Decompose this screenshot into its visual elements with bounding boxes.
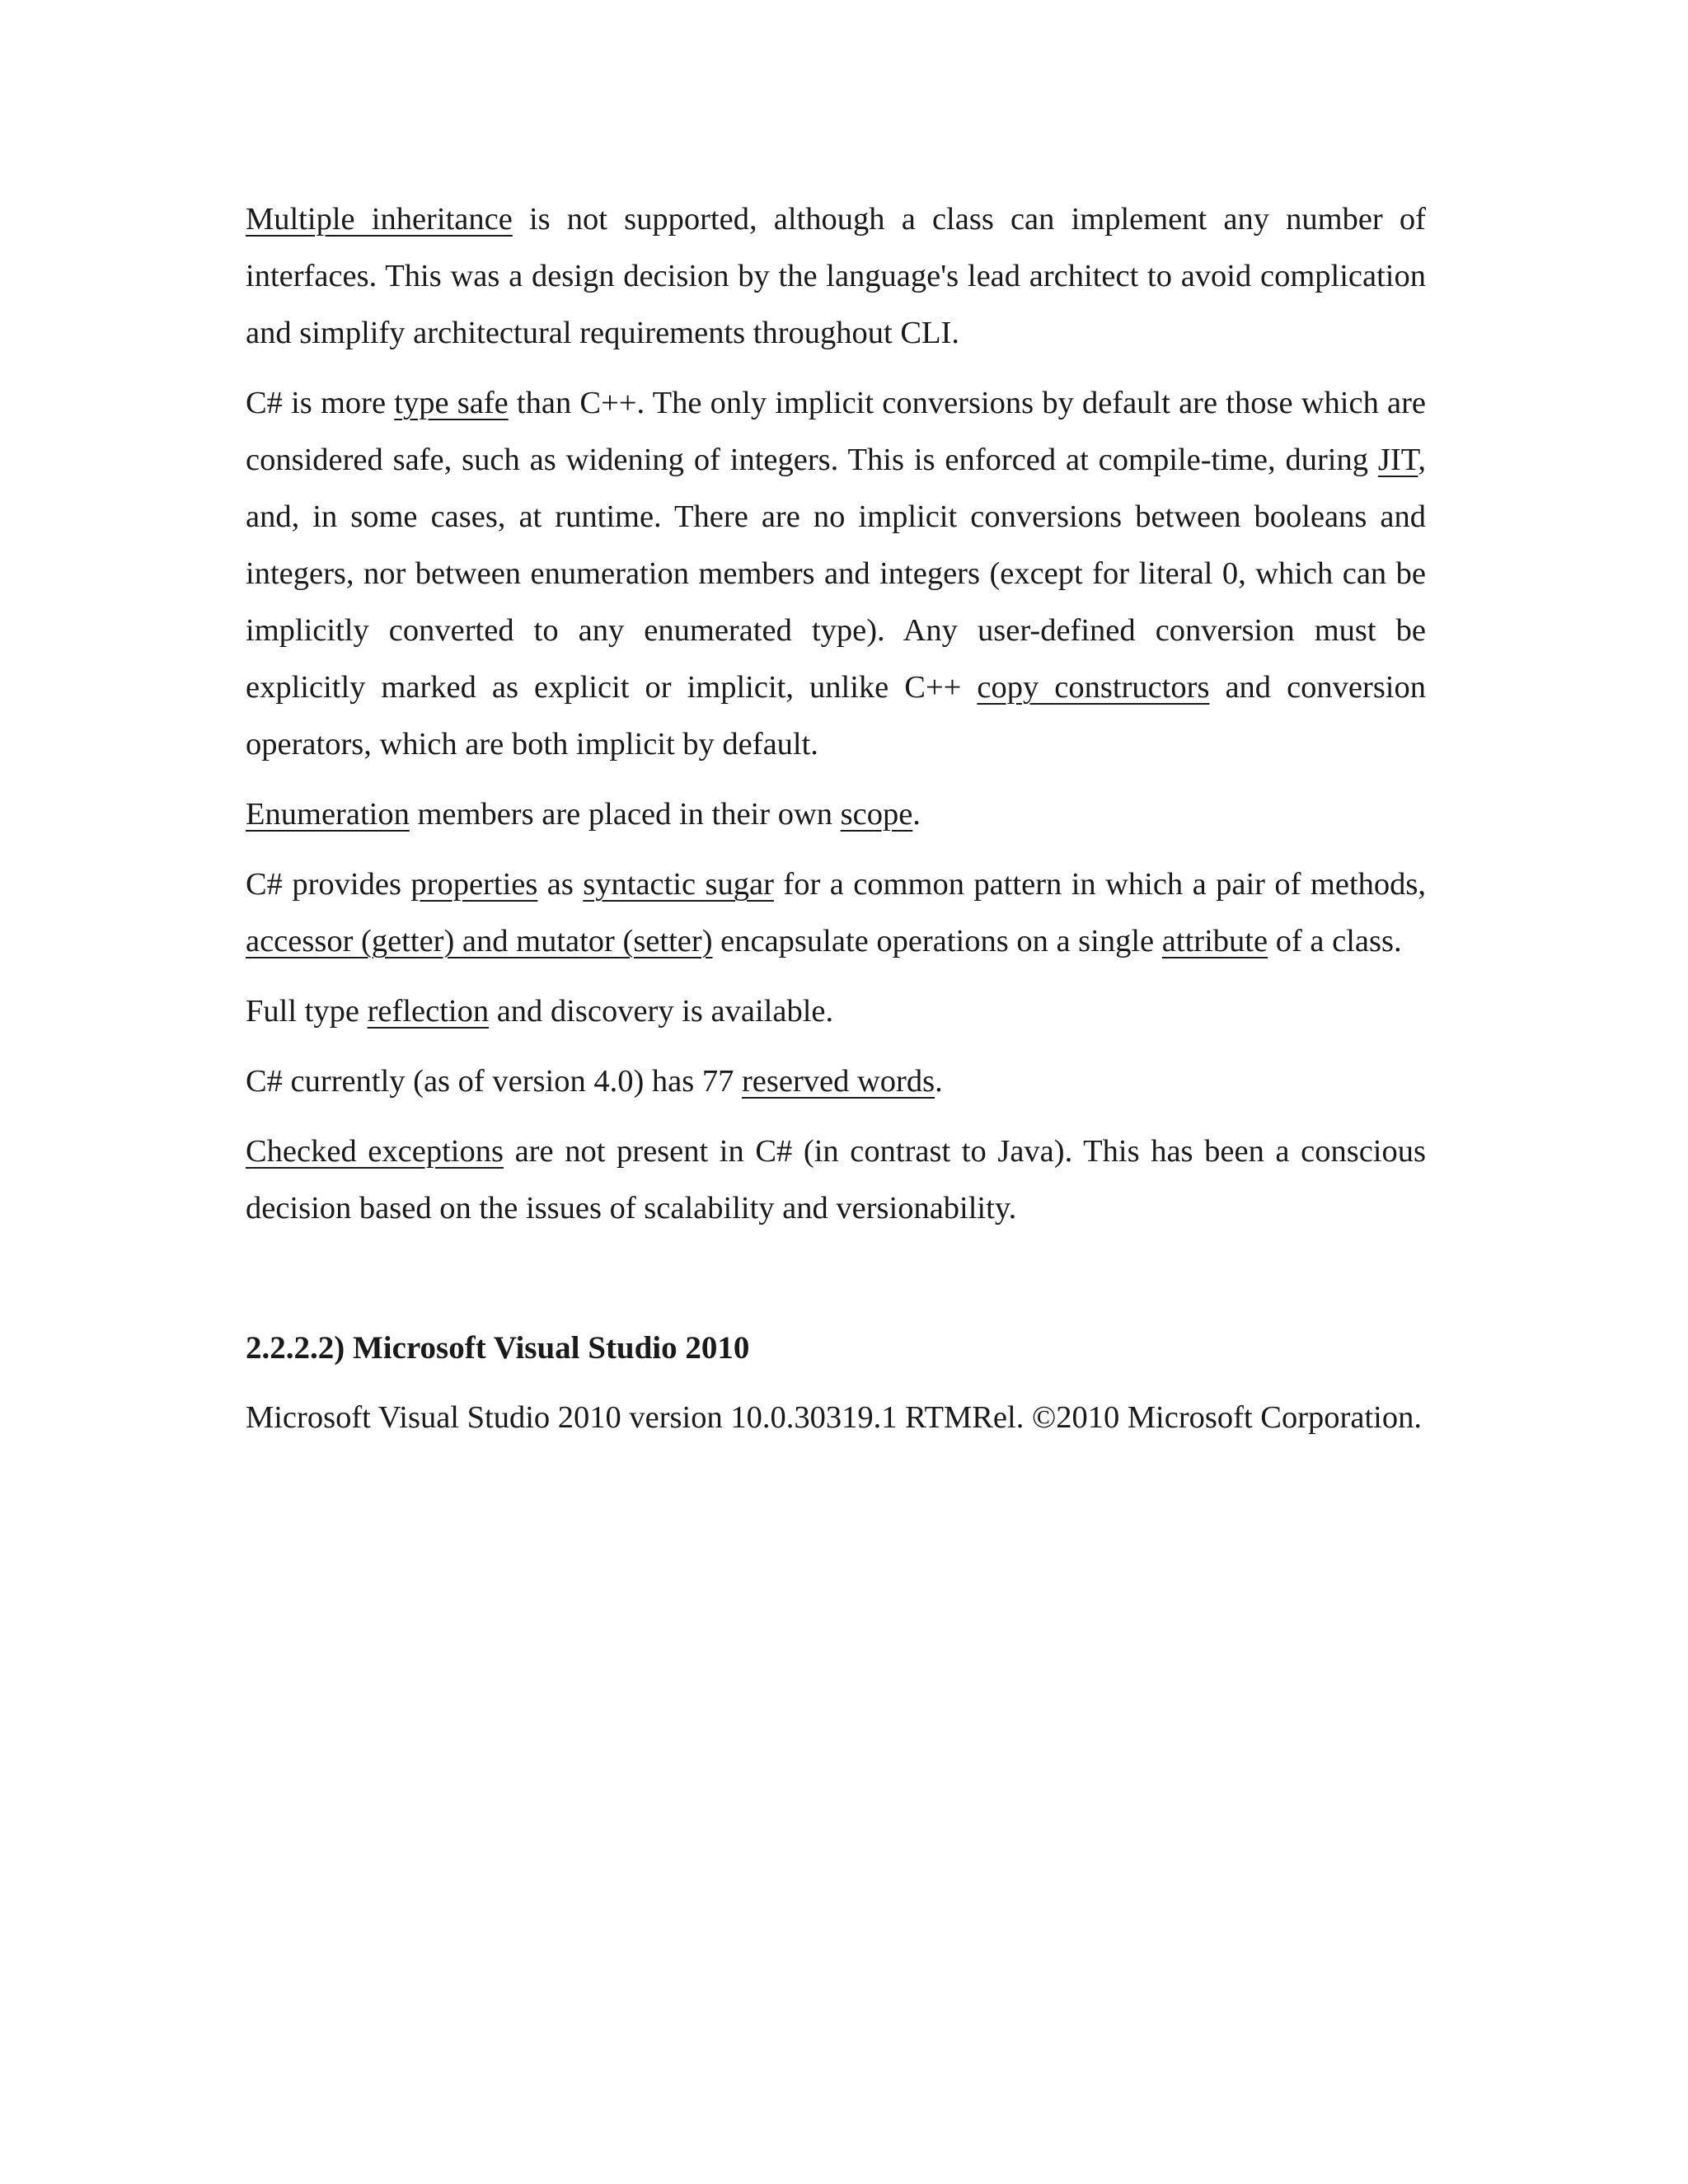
hyperlink[interactable]: reflection (367, 994, 490, 1029)
document-page (246, 191, 1426, 1460)
paragraph-reflection (246, 983, 1426, 1040)
paragraph-type-safety (246, 375, 1426, 773)
hyperlink[interactable]: syntactic sugar (583, 867, 774, 902)
text-run: and conversion operators, which are both implicit by default. (246, 670, 1427, 762)
text-run: C# is more (246, 386, 395, 420)
text-run: as (537, 867, 584, 902)
hyperlink[interactable]: Enumeration (246, 797, 410, 832)
hyperlink[interactable]: properties (410, 867, 538, 902)
hyperlink[interactable]: type safe (394, 386, 509, 420)
paragraph-properties (246, 856, 1426, 970)
hyperlink[interactable]: attribute (1161, 924, 1268, 958)
hyperlink[interactable]: scope (840, 797, 913, 832)
hyperlink[interactable]: Checked exceptions (246, 1134, 504, 1169)
hyperlink[interactable]: accessor (getter) and mutator (setter) (246, 924, 713, 958)
paragraph-checked-exceptions (246, 1123, 1426, 1237)
hyperlink[interactable]: JIT (1377, 443, 1418, 477)
hyperlink[interactable]: reserved words (741, 1064, 935, 1099)
text-run: , and, in some cases, at runtime. There are no implicit conversions between booleans and integers, nor between enumeration members and integers (except for literal 0, which can be implicitly converted to any enumerated type). Any user-defined conversion must be explicitly marked as explicit or implicit, unlike C++ (246, 443, 1426, 705)
hyperlink[interactable]: Multiple inheritance (246, 202, 513, 237)
paragraph-enumeration (246, 786, 1426, 843)
text-run: C# currently (as of version 4.0) has 77 (246, 1064, 742, 1099)
text-run: are not present in C# (in contrast to Java). This has been a conscious decision based on the issues of scalability and versionability. (246, 1134, 1426, 1226)
body-text (246, 191, 1426, 1237)
text-run: of a class. (1268, 924, 1402, 958)
text-run: encapsulate operations on a single (712, 924, 1162, 958)
text-run: members are placed in their own (409, 797, 841, 832)
text-run: . (935, 1064, 943, 1099)
paragraph-inheritance (246, 191, 1426, 362)
section-heading: 2.2.2.2) Microsoft Visual Studio 2010 (246, 1330, 750, 1366)
section-paragraph: Microsoft Visual Studio 2010 version 10.0.30319.1 RTMRel. ©2010 Microsoft Corporation. (246, 1400, 1422, 1435)
paragraph-reserved-words (246, 1053, 1426, 1110)
text-run: than C++. The only implicit conversions by default are those which are considered safe, such as widening of integers. This is enforced at compile-time, during (246, 386, 1426, 477)
text-run: . (912, 797, 921, 832)
text-run: Full type (246, 994, 368, 1029)
text-run: C# provides (246, 867, 411, 902)
text-run: for a common pattern in which a pair of methods, (773, 867, 1426, 902)
text-run: and discovery is available. (489, 994, 834, 1029)
text-run: is not supported, although a class can implement any number of interfaces. This was a design decision by the language's lead architect to avoid complication and simplify architectural requirements throughout CLI. (246, 202, 1426, 350)
hyperlink[interactable]: copy constructors (977, 670, 1210, 705)
